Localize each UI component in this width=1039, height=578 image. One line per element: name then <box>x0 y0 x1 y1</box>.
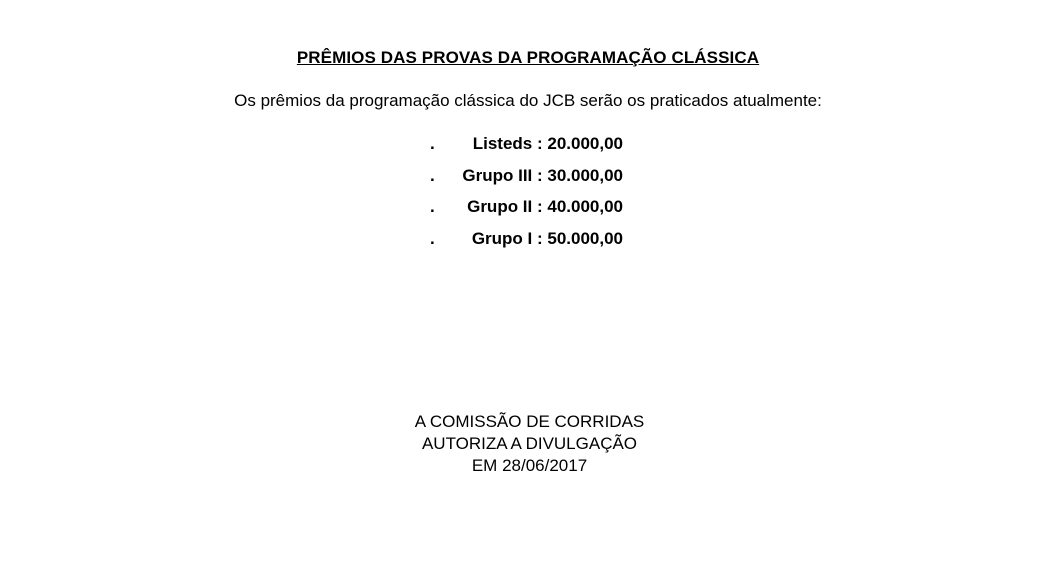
prize-item-grupo-ii <box>0 197 1039 229</box>
prize-list <box>0 134 1039 260</box>
intro-paragraph: Os prêmios da programação clássica do JCB serão os praticados atualmente: <box>234 91 822 110</box>
prize-text: Grupo II : 40.000,00 <box>467 197 623 216</box>
prize-text: Grupo III : 30.000,00 <box>462 165 623 185</box>
prize-item-grupo-i <box>0 229 1039 261</box>
prize-bullet: . <box>430 134 435 153</box>
approval-date: EM 28/06/2017 <box>471 456 588 475</box>
prize-item-listeds <box>0 134 1039 166</box>
prize-item-grupo-iii <box>0 166 1039 198</box>
prize-text: Grupo I : 50.000,00 <box>471 228 623 248</box>
approval-block <box>0 411 1039 477</box>
prize-bullet: . <box>430 165 435 185</box>
approval-line-1: A COMISSÃO DE CORRIDAS <box>414 412 645 431</box>
prize-text: Listeds : 20.000,00 <box>472 134 623 153</box>
prize-bullet: . <box>430 228 435 248</box>
prize-bullet: . <box>430 197 435 216</box>
approval-line-2: AUTORIZA A DIVULGAÇÃO <box>421 434 638 453</box>
document-title: PRÊMIOS DAS PROVAS DA PROGRAMAÇÃO CLÁSSICA <box>296 48 760 67</box>
